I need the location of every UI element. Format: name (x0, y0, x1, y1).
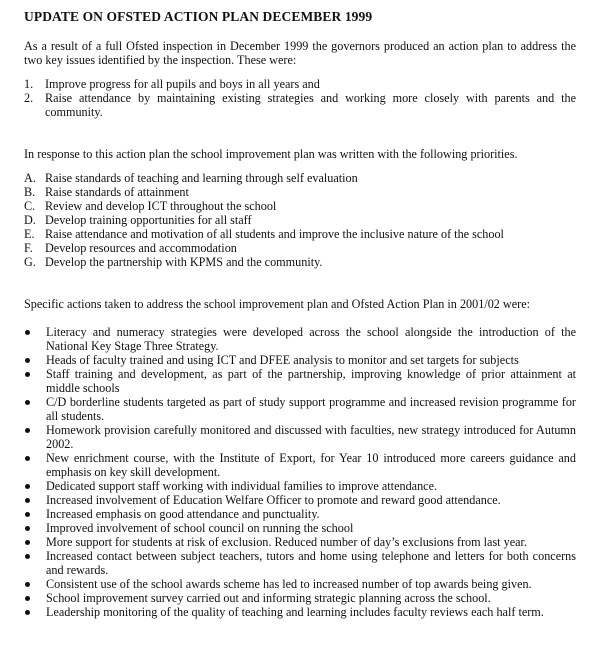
bullet-icon (25, 372, 30, 377)
list-item (24, 423, 576, 451)
bullet-icon (25, 554, 30, 559)
list-item (24, 171, 576, 185)
list-item-text: Review and develop ICT throughout the school (45, 199, 277, 213)
list-item (24, 185, 576, 199)
list-item (24, 591, 576, 605)
bullet-icon (25, 400, 30, 405)
list-item (24, 479, 576, 493)
bullet-icon (25, 512, 30, 517)
bullet-icon (25, 526, 30, 531)
list-item-text: Increased contact between subject teachers, tutors and home using telephone and letters for both concerns and rewards. (46, 549, 576, 577)
list-item-text: Heads of faculty trained and using ICT and DFEE analysis to monitor and set targets for subjects (46, 353, 519, 367)
list-item-text: Homework provision carefully monitored and discussed with faculties, new strategy introduced for Autumn 2002. (46, 423, 576, 451)
list-item-text: Literacy and numeracy strategies were developed across the school alongside the introduction of the National Key Stage Three Strategy. (46, 325, 576, 353)
priorities-list (24, 171, 576, 269)
list-item (24, 241, 576, 255)
bullet-icon (25, 582, 30, 587)
list-item (24, 91, 576, 119)
list-item (24, 507, 576, 521)
list-item-text: School improvement survey carried out and informing strategic planning across the school. (46, 591, 491, 605)
list-item (24, 199, 576, 213)
list-marker: D. (24, 213, 36, 227)
bullet-icon (25, 428, 30, 433)
intro-paragraph: As a result of a full Ofsted inspection in December 1999 the governors produced an action plan to address the two key issues identified by the inspection. These were: (24, 39, 576, 67)
list-item-text: Raise standards of attainment (45, 185, 189, 199)
list-item-text: New enrichment course, with the Institute of Export, for Year 10 introduced more careers guidance and emphasis on key skill development. (46, 451, 576, 479)
list-item-text: Increased involvement of Education Welfare Officer to promote and reward good attendance. (46, 493, 501, 507)
list-item-text: Staff training and development, as part of the partnership, improving knowledge of prior attainment at middle schools (46, 367, 576, 395)
list-item (24, 255, 576, 269)
list-item (24, 395, 576, 423)
bullet-icon (25, 498, 30, 503)
list-item-text: Increased emphasis on good attendance and punctuality. (46, 507, 320, 521)
list-marker: A. (24, 171, 36, 185)
list-item-text: More support for students at risk of exclusion. Reduced number of day’s exclusions from last year. (46, 535, 527, 549)
list-item (24, 77, 576, 91)
list-item-text: Raise attendance and motivation of all students and improve the inclusive nature of the school (45, 227, 504, 241)
bullet-icon (25, 596, 30, 601)
bullet-icon (25, 540, 30, 545)
list-item-text: Improve progress for all pupils and boys in all years and (45, 77, 320, 91)
list-item-text: Consistent use of the school awards scheme has led to increased number of top awards being given. (46, 577, 532, 591)
list-item (24, 535, 576, 549)
list-item-text: Raise standards of teaching and learning through self evaluation (45, 171, 358, 185)
bullet-icon (25, 484, 30, 489)
list-item-text: Raise attendance by maintaining existing strategies and working more closely with parents and the community. (45, 91, 576, 119)
actions-intro-paragraph: Specific actions taken to address the school improvement plan and Ofsted Action Plan in 2001/02 were: (24, 297, 531, 311)
list-item (24, 325, 576, 353)
list-item-text: Develop resources and accommodation (45, 241, 237, 255)
list-item-text: Develop the partnership with KPMS and the community. (45, 255, 323, 269)
list-marker: E. (24, 227, 35, 241)
list-item (24, 367, 576, 395)
list-marker: C. (24, 199, 36, 213)
bullet-icon (25, 456, 30, 461)
list-item-text: Develop training opportunities for all staff (45, 213, 252, 227)
list-marker: 2. (24, 91, 34, 105)
list-item-text: Improved involvement of school council on running the school (46, 521, 354, 535)
list-item (24, 451, 576, 479)
list-item-text: Dedicated support staff working with individual families to improve attendance. (46, 479, 438, 493)
actions-list (24, 325, 576, 619)
list-marker: G. (24, 255, 36, 269)
bullet-icon (25, 330, 30, 335)
key-issues-list (24, 77, 576, 119)
list-marker: F. (24, 241, 33, 255)
bullet-icon (25, 358, 30, 363)
list-item (24, 605, 576, 619)
page-title: UPDATE ON OFSTED ACTION PLAN DECEMBER 1999 (24, 9, 373, 24)
list-item (24, 521, 576, 535)
list-item-text: C/D borderline students targeted as part of study support programme and increased revision programme for all students. (46, 395, 576, 423)
list-item (24, 549, 576, 577)
bullet-icon (25, 610, 30, 615)
list-item-text: Leadership monitoring of the quality of teaching and learning includes faculty reviews each half term. (46, 605, 544, 619)
list-item (24, 493, 576, 507)
list-marker: 1. (24, 77, 34, 91)
list-item (24, 577, 576, 591)
list-item (24, 227, 576, 241)
priorities-intro-paragraph: In response to this action plan the school improvement plan was written with the following priorities. (24, 147, 518, 161)
list-item (24, 213, 576, 227)
list-marker: B. (24, 185, 36, 199)
list-item (24, 353, 576, 367)
